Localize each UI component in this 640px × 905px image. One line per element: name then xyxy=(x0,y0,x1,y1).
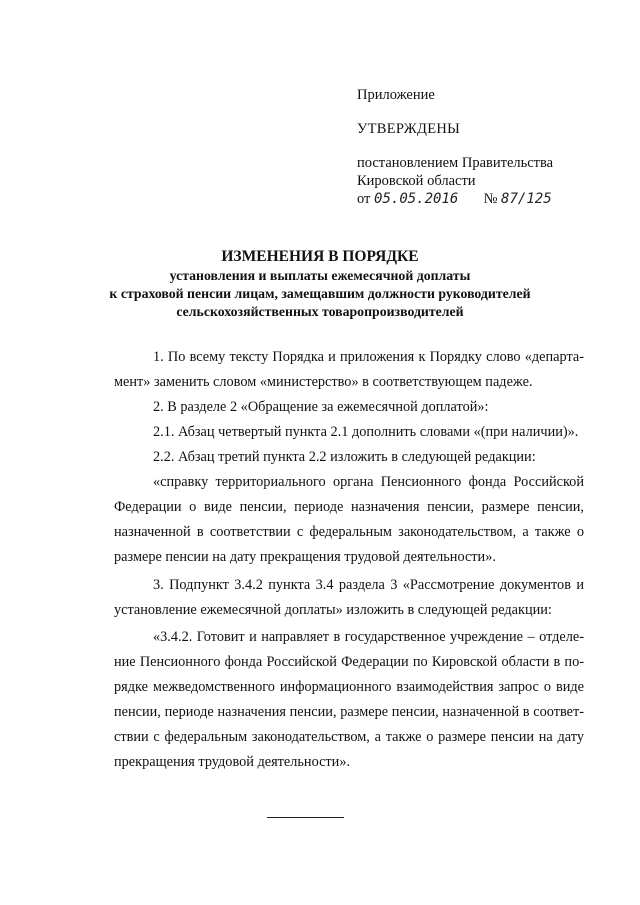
approved-label: УТВЕРЖДЕНЫ xyxy=(357,121,461,137)
text-line: «3.4.2. Готовит и направляет в государственное учреждение – отделе- xyxy=(153,629,584,645)
text-line: рядке межведомственного информационного взаимодействия запрос о виде xyxy=(114,679,584,695)
text-line: 2. В разделе 2 «Обращение за ежемесячной доплатой»: xyxy=(153,399,489,415)
document-title: ИЗМЕНЕНИЯ В ПОРЯДКЕ xyxy=(221,248,419,265)
text-line: 2.1. Абзац четвертый пункта 2.1 дополнить словами «(при наличии)». xyxy=(153,424,579,440)
text-line: назначенной в соответствии с федеральным законодательством, а также о xyxy=(114,524,584,540)
text-line: мент» заменить словом «министерство» в соответствующем падеже. xyxy=(114,374,533,390)
text-line: прекращения трудовой деятельности». xyxy=(114,754,351,770)
text-line: 2.2. Абзац третий пункта 2.2 изложить в следующей редакции: xyxy=(153,449,536,465)
text-line: пенсии, периоде назначения пенсии, размере пенсии, назначенной в соответ- xyxy=(114,704,584,720)
decree-date-prefix: от xyxy=(357,191,371,207)
decree-line-2: Кировской области xyxy=(357,173,476,189)
decree-number-prefix: № xyxy=(483,191,498,207)
document-subtitle-1: установления и выплаты ежемесячной доплаты xyxy=(169,268,471,283)
appendix-label: Приложение xyxy=(357,87,435,103)
text-line: «справку территориального органа Пенсионного фонда Российской xyxy=(153,474,584,490)
document-subtitle-3: сельскохозяйственных товаропроизводителей xyxy=(176,304,464,319)
document-subtitle-2: к страховой пенсии лицам, замещавшим должности руководителей xyxy=(109,286,531,301)
decree-date: 05.05.2016 xyxy=(374,191,459,207)
text-line: установление ежемесячной доплаты» изложить в следующей редакции: xyxy=(114,602,552,618)
text-line: Федерации о виде пенсии, периоде назначения пенсии, размере пенсии, xyxy=(114,499,584,515)
text-line: ствии с федеральным законодательством, а также о размере пенсии на дату xyxy=(114,729,584,745)
text-line: ние Пенсионного фонда Российской Федерации по Кировской области в по- xyxy=(114,654,584,670)
decree-number: 87/125 xyxy=(501,191,552,207)
decree-line-1: постановлением Правительства xyxy=(357,155,554,171)
text-line: размере пенсии на дату прекращения трудовой деятельности». xyxy=(114,549,496,565)
end-divider xyxy=(267,817,344,818)
decree-date-number-line xyxy=(357,190,552,208)
text-line: 1. По всему тексту Порядка и приложения к Порядку слово «департа- xyxy=(153,349,584,365)
text-line: 3. Подпункт 3.4.2 пункта 3.4 раздела 3 «Рассмотрение документов и xyxy=(153,577,584,593)
